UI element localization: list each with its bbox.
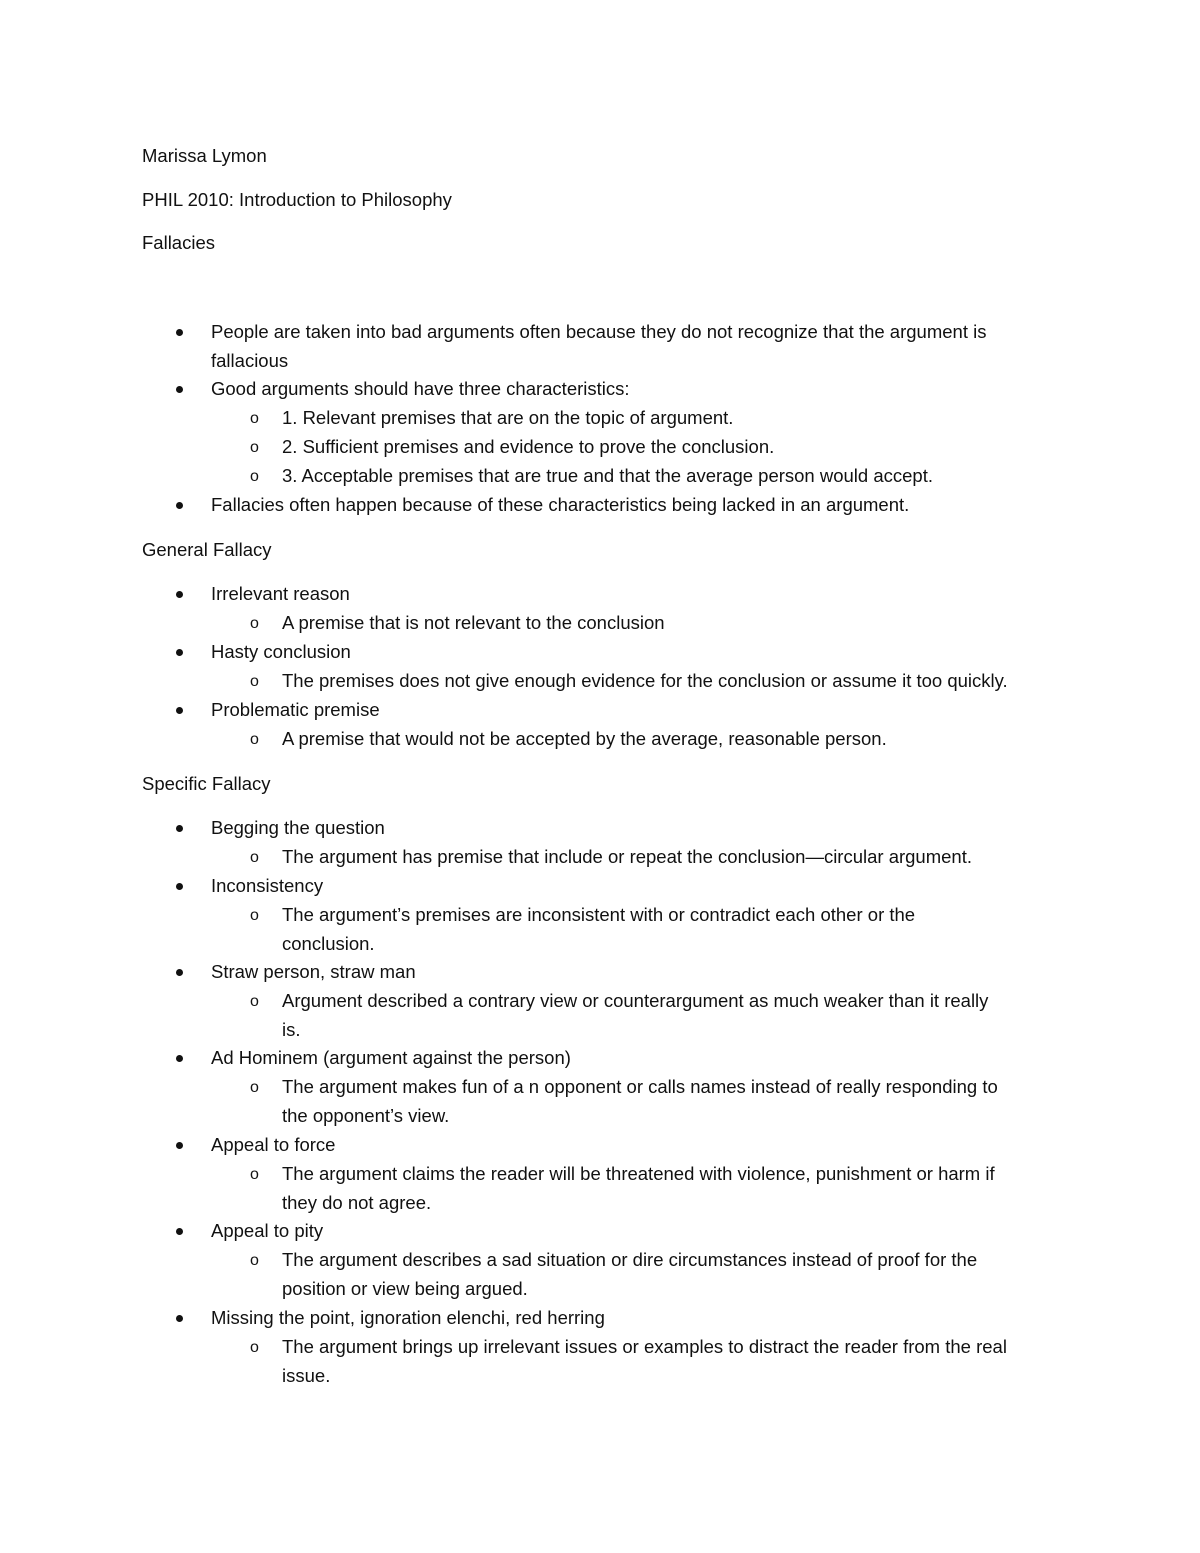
sub-bullet-icon: o (250, 1339, 259, 1356)
sub-list-item-continuation: they do not agree. (282, 1192, 432, 1213)
sub-bullet-icon: o (250, 731, 259, 748)
sub-list-item-continuation: is. (282, 1019, 301, 1040)
sub-bullet-icon: o (250, 1252, 259, 1269)
list-item: Problematic premise (211, 699, 380, 720)
sub-list-item: The argument has premise that include or repeat the conclusion—circular argument. (282, 846, 972, 867)
sub-list-item: The argument claims the reader will be threatened with violence, punishment or harm if (282, 1163, 995, 1184)
section-heading-general: General Fallacy (142, 539, 272, 560)
sub-bullet-icon: o (250, 849, 259, 866)
bullet-icon (176, 707, 183, 714)
author-name: Marissa Lymon (142, 145, 267, 166)
bullet-icon (176, 502, 183, 509)
sub-list-item: The argument describes a sad situation or dire circumstances instead of proof for the (282, 1249, 978, 1270)
list-item: Fallacies often happen because of these characteristics being lacked in an argument. (211, 494, 910, 515)
section-heading-specific: Specific Fallacy (142, 773, 271, 794)
bullet-icon (176, 1228, 183, 1235)
bullet-icon (176, 329, 183, 336)
sub-bullet-icon: o (250, 993, 259, 1010)
page-title: Fallacies (142, 232, 215, 253)
sub-list-item: The premises does not give enough evidence for the conclusion or assume it too quickly. (282, 670, 1008, 691)
sub-bullet-icon: o (250, 439, 259, 456)
sub-bullet-icon: o (250, 1079, 259, 1096)
bullet-icon (176, 649, 183, 656)
sub-list-item: The argument brings up irrelevant issues or examples to distract the reader from the real (282, 1336, 1007, 1357)
sub-list-item-continuation: position or view being argued. (282, 1278, 528, 1299)
list-item: Appeal to force (211, 1134, 336, 1155)
sub-list-item: Argument described a contrary view or counterargument as much weaker than it really (282, 990, 989, 1011)
sub-bullet-icon: o (250, 673, 259, 690)
bullet-icon (176, 969, 183, 976)
sub-bullet-icon: o (250, 1166, 259, 1183)
sub-bullet-icon: o (250, 907, 259, 924)
sub-list-item-continuation: conclusion. (282, 933, 375, 954)
list-item: Good arguments should have three characteristics: (211, 378, 630, 399)
bullet-icon (176, 825, 183, 832)
sub-list-item: The argument makes fun of a n opponent or calls names instead of really responding to (282, 1076, 998, 1097)
list-item: People are taken into bad arguments often because they do not recognize that the argument is (211, 321, 987, 342)
bullet-icon (176, 1315, 183, 1322)
list-item-continuation: fallacious (211, 350, 289, 371)
sub-list-item: A premise that is not relevant to the conclusion (282, 612, 665, 633)
list-item: Appeal to pity (211, 1220, 324, 1241)
sub-list-item: 2. Sufficient premises and evidence to prove the conclusion. (282, 436, 775, 457)
sub-list-item-continuation: issue. (282, 1365, 331, 1386)
list-item: Missing the point, ignoration elenchi, red herring (211, 1307, 605, 1328)
sub-list-item-continuation: the opponent’s view. (282, 1105, 450, 1126)
bullet-icon (176, 1142, 183, 1149)
course-title: PHIL 2010: Introduction to Philosophy (142, 189, 452, 210)
list-item: Begging the question (211, 817, 385, 838)
list-item: Hasty conclusion (211, 641, 351, 662)
sub-bullet-icon: o (250, 468, 259, 485)
list-item: Inconsistency (211, 875, 324, 896)
sub-list-item: 3. Acceptable premises that are true and that the average person would accept. (282, 465, 933, 486)
sub-list-item: 1. Relevant premises that are on the topic of argument. (282, 407, 734, 428)
list-item: Irrelevant reason (211, 583, 350, 604)
list-item: Ad Hominem (argument against the person) (211, 1047, 571, 1068)
bullet-icon (176, 883, 183, 890)
sub-list-item: The argument’s premises are inconsistent with or contradict each other or the (282, 904, 916, 925)
bullet-icon (176, 1055, 183, 1062)
sub-list-item: A premise that would not be accepted by the average, reasonable person. (282, 728, 887, 749)
sub-bullet-icon: o (250, 615, 259, 632)
list-item: Straw person, straw man (211, 961, 416, 982)
bullet-icon (176, 591, 183, 598)
bullet-icon (176, 386, 183, 393)
sub-bullet-icon: o (250, 410, 259, 427)
